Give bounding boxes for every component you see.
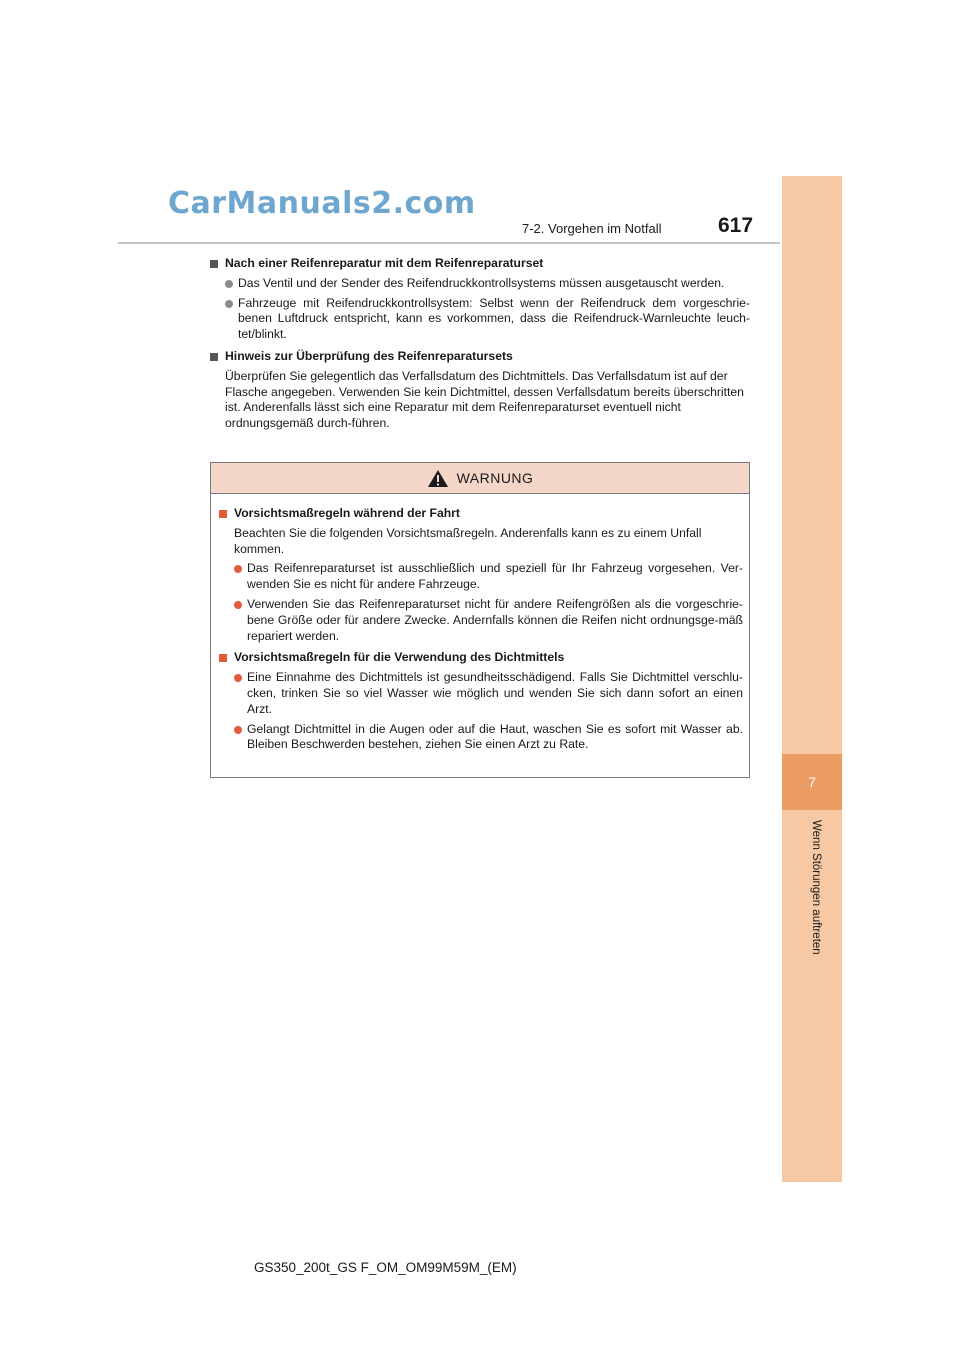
warning-section-heading <box>219 506 743 522</box>
list-item <box>210 276 750 292</box>
square-bullet-icon <box>210 260 218 268</box>
warning-list-item <box>219 670 743 717</box>
warning-list-item <box>219 561 743 593</box>
warning-list-item-text: Gelangt Dichtmittel in die Augen oder auf die Haut, waschen Sie es sofort mit Wasser ab. Bleiben Beschwerden bestehen, ziehen Sie einen Arzt zu Rate. <box>247 721 743 752</box>
chapter-side-tab <box>782 176 842 1182</box>
chapter-number: 7 <box>782 754 842 810</box>
round-bullet-icon <box>234 674 242 682</box>
document-footer: GS350_200t_GS F_OM_OM99M59M_(EM) <box>254 1260 517 1275</box>
watermark-logo: CarManuals2.com <box>168 186 476 221</box>
page-number: 617 <box>718 214 754 237</box>
section-after-repair <box>210 256 750 343</box>
round-bullet-icon <box>234 601 242 609</box>
section-heading-text: Nach einer Reifenreparatur mit dem Reifenreparaturset <box>225 256 544 270</box>
round-bullet-icon <box>234 726 242 734</box>
main-content <box>210 256 750 436</box>
round-bullet-icon <box>225 300 233 308</box>
square-bullet-icon <box>219 654 227 662</box>
warning-paragraph: Beachten Sie die folgenden Vorsichtsmaßregeln. Anderenfalls kann es zu einem Unfall kommen. <box>234 525 702 556</box>
warning-title: WARNUNG <box>456 470 534 486</box>
list-item <box>210 296 750 343</box>
section-heading <box>210 349 750 365</box>
section-heading <box>210 256 750 272</box>
warning-section-heading-text: Vorsichtsmaßregeln für die Verwendung des Dichtmittels <box>234 650 565 665</box>
section-title: 7-2. Vorgehen im Notfall <box>522 221 662 236</box>
square-bullet-icon <box>210 353 218 361</box>
warning-box <box>210 462 750 778</box>
section-heading-text: Hinweis zur Überprüfung des Reifenreparatursets <box>225 348 513 363</box>
section-kit-check <box>210 349 750 432</box>
round-bullet-icon <box>234 565 242 573</box>
warning-list-item <box>219 597 743 644</box>
warning-section-heading-text: Vorsichtsmaßregeln während der Fahrt <box>234 506 460 520</box>
square-bullet-icon <box>219 510 227 518</box>
warning-section-heading <box>219 650 743 666</box>
chapter-label: Wenn Störungen auftreten <box>810 820 822 955</box>
warning-list-item <box>219 722 743 754</box>
warning-body <box>211 494 749 753</box>
list-item-text: Fahrzeuge mit Reifendruckkontrollsystem: Selbst wenn der Reifendruck dem vorgeschrie-benen Luftdruck entspricht, kann es vorkommen, dass die Reifendruck-Warnleuchte leuch-tet/blinkt. <box>238 295 750 342</box>
warning-triangle-icon <box>427 469 449 488</box>
warning-list-item-text: Verwenden Sie das Reifenreparaturset nicht für andere Reifengrößen als die vorgeschrie-bene Größe oder für andere Zwecke. Andernfalls können die Reifen nicht ordnungsge-mäß repariert werden. <box>247 596 743 643</box>
list-item-text: Das Ventil und der Sender des Reifendruckkontrollsystems müssen ausgetauscht werden. <box>238 275 725 290</box>
header-rule <box>118 242 780 244</box>
warning-list-item-text: Das Reifenreparaturset ist ausschließlich und speziell für Ihr Fahrzeug vorgesehen. Ver-wenden Sie es nicht für andere Fahrzeuge. <box>247 561 743 592</box>
section-paragraph: Überprüfen Sie gelegentlich das Verfallsdatum des Dichtmittels. Das Verfallsdatum ist auf der Flasche angegeben. Verwenden Sie kein Dichtmittel, dessen Verfallsdatum bereits überschritten ist. Anderenfalls lässt sich eine Reparatur mit dem Reifenreparaturset eventuell nicht ordnungsgemäß durch-führen. <box>225 368 744 431</box>
round-bullet-icon <box>225 280 233 288</box>
warning-list-item-text: Eine Einnahme des Dichtmittels ist gesundheitsschädigend. Falls Sie Dichtmittel verschlu-cken, trinken Sie so viel Wasser wie möglich und wenden Sie sich dann sofort an einen Arzt. <box>247 670 743 716</box>
warning-header <box>211 463 749 494</box>
